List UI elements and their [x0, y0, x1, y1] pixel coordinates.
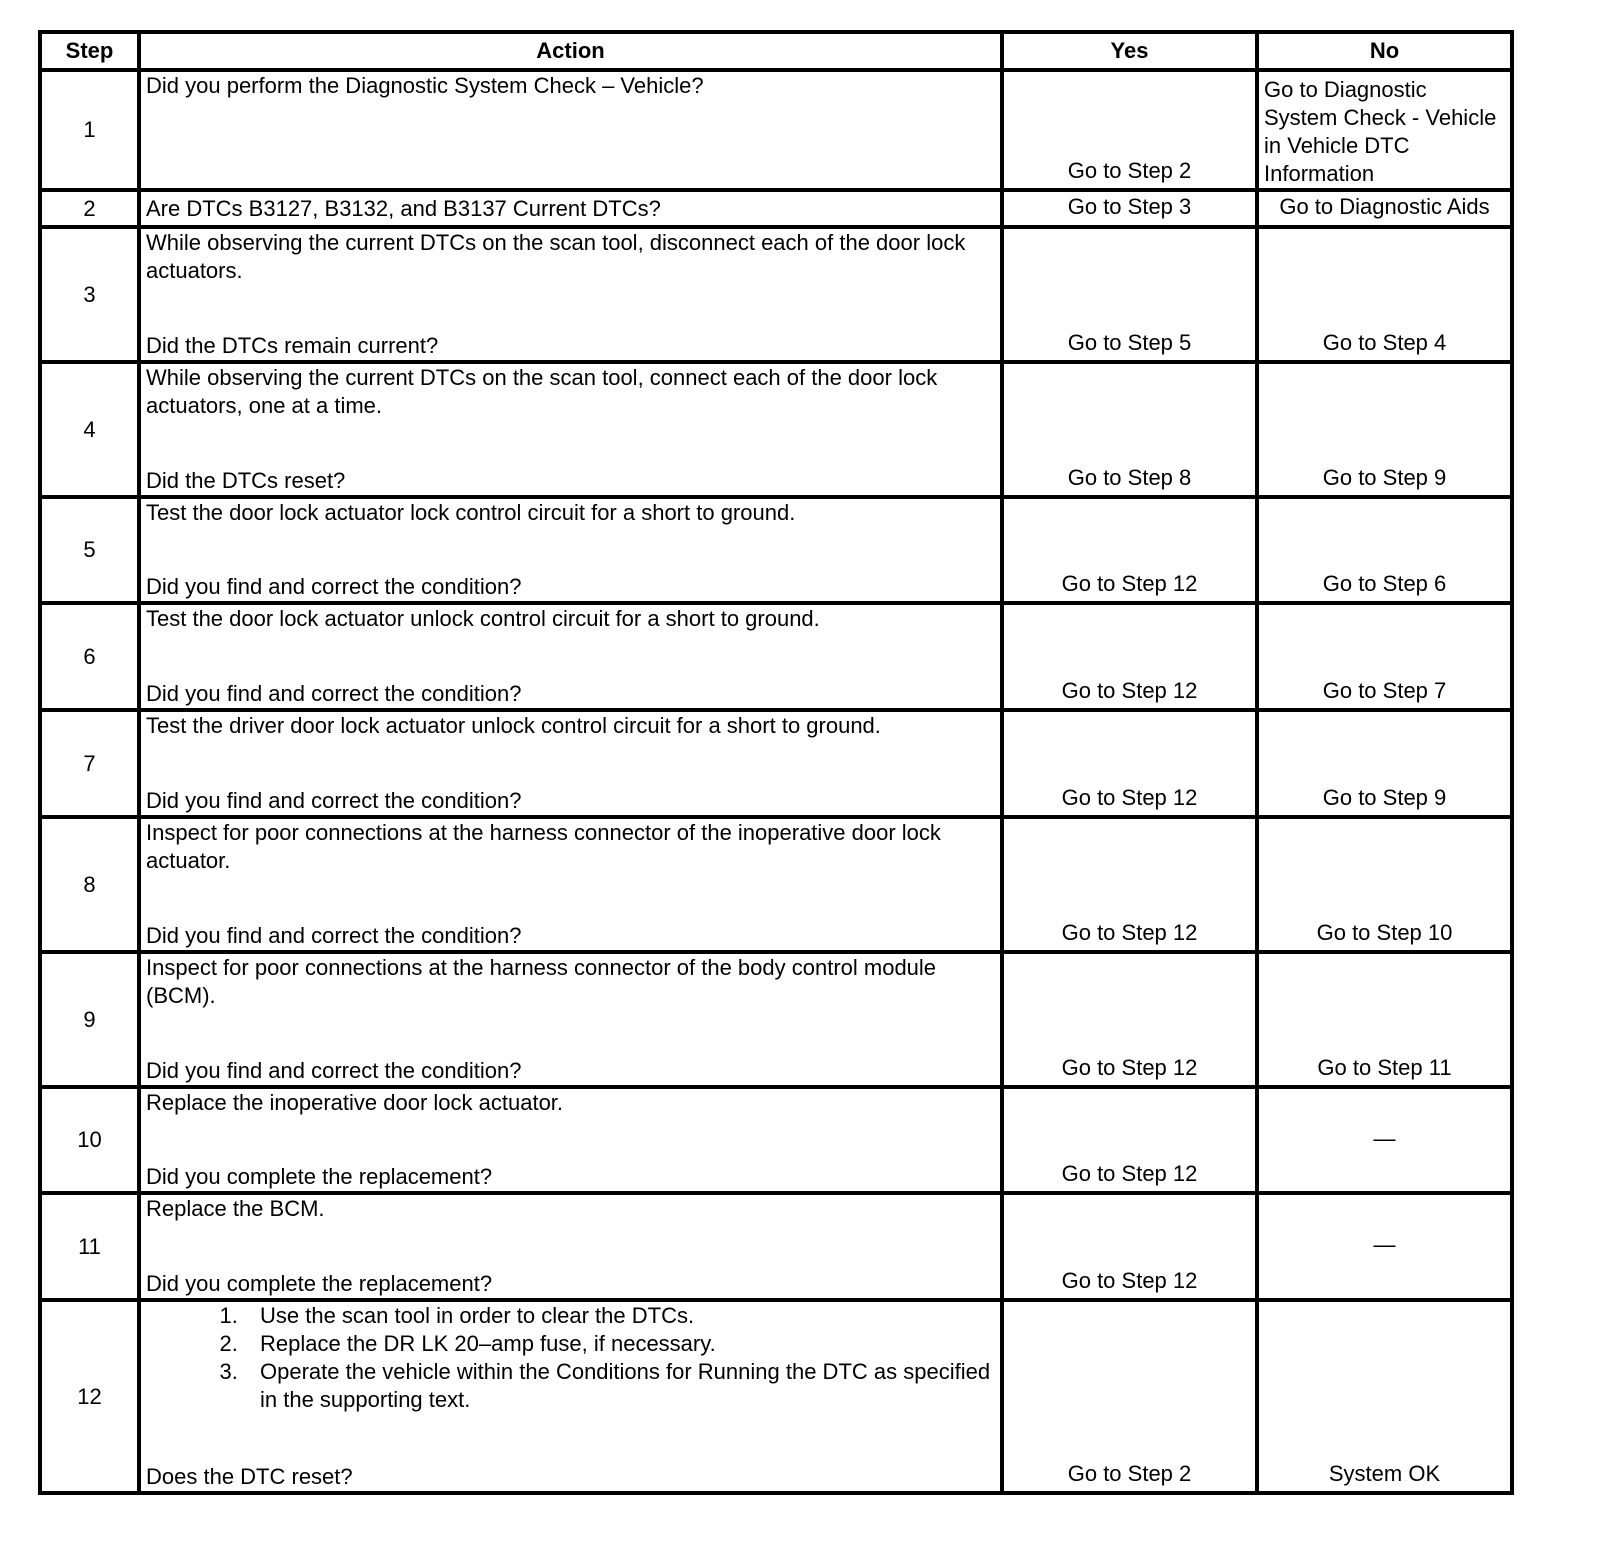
- action-cell: [139, 190, 1002, 227]
- step-number: 2: [40, 190, 139, 227]
- action-text: Inspect for poor connections at the harness connector of the body control module (BCM).: [146, 955, 937, 1008]
- yes-cell: Go to Step 12: [1002, 952, 1257, 1087]
- table-row: [40, 952, 1512, 1087]
- action-question: Did you find and correct the condition?: [146, 788, 522, 813]
- step-number: 7: [40, 710, 139, 817]
- action-cell: [139, 603, 1002, 710]
- header-no: No: [1257, 32, 1512, 70]
- step-number: 9: [40, 952, 139, 1087]
- table-row: [40, 1300, 1512, 1493]
- action-text: While observing the current DTCs on the scan tool, disconnect each of the door lock actuators.: [146, 230, 966, 283]
- action-text: Are DTCs B3127, B3132, and B3137 Current DTCs?: [146, 195, 661, 221]
- no-cell: Go to Step 11: [1257, 952, 1512, 1087]
- table-row: [40, 70, 1512, 190]
- yes-cell: Go to Step 12: [1002, 497, 1257, 603]
- step-number: 10: [40, 1087, 139, 1193]
- no-cell: Go to Step 7: [1257, 603, 1512, 710]
- table-row: [40, 710, 1512, 817]
- step-number: 12: [40, 1300, 139, 1493]
- yes-cell: Go to Step 12: [1002, 603, 1257, 710]
- action-cell: [139, 952, 1002, 1087]
- action-cell: [139, 1193, 1002, 1300]
- no-cell: —: [1257, 1193, 1512, 1300]
- step-number: 4: [40, 362, 139, 497]
- table-row: [40, 817, 1512, 952]
- yes-cell: Go to Step 2: [1002, 1300, 1257, 1493]
- action-text: Replace the inoperative door lock actuator.: [146, 1090, 564, 1115]
- action-text: Test the driver door lock actuator unlock control circuit for a short to ground.: [146, 713, 881, 738]
- action-question: Did you complete the replacement?: [146, 1164, 493, 1189]
- action-text: Replace the BCM.: [146, 1196, 325, 1221]
- yes-cell: Go to Step 12: [1002, 710, 1257, 817]
- table-row: [40, 362, 1512, 497]
- action-text: While observing the current DTCs on the scan tool, connect each of the door lock actuators, one at a time.: [146, 365, 938, 418]
- yes-cell: Go to Step 8: [1002, 362, 1257, 497]
- no-cell: —: [1257, 1087, 1512, 1193]
- step-number: 11: [40, 1193, 139, 1300]
- no-cell: Go to Diagnostic System Check - Vehicle in Vehicle DTC Information: [1257, 70, 1512, 190]
- step-number: 3: [40, 227, 139, 362]
- diagnostic-table: [38, 30, 1514, 1495]
- action-text: Test the door lock actuator lock control circuit for a short to ground.: [146, 500, 796, 525]
- table-row: [40, 1087, 1512, 1193]
- action-question: Did you find and correct the condition?: [146, 923, 522, 948]
- step-number: 1: [40, 70, 139, 190]
- header-action: Action: [139, 32, 1002, 70]
- no-cell: Go to Diagnostic Aids: [1257, 190, 1512, 227]
- action-text: Inspect for poor connections at the harness connector of the inoperative door lock actuator.: [146, 820, 941, 873]
- action-cell: [139, 497, 1002, 603]
- action-cell: [139, 1087, 1002, 1193]
- action-question: Did the DTCs reset?: [146, 468, 346, 493]
- no-cell: Go to Step 9: [1257, 362, 1512, 497]
- action-question: Did you find and correct the condition?: [146, 574, 522, 599]
- action-cell: [139, 817, 1002, 952]
- yes-cell: Go to Step 12: [1002, 1087, 1257, 1193]
- action-question: Does the DTC reset?: [146, 1464, 353, 1489]
- header-step: Step: [40, 32, 139, 70]
- action-list-item: 1. Use the scan tool in order to clear the DTCs.: [244, 1302, 995, 1330]
- action-text: Test the door lock actuator unlock control circuit for a short to ground.: [146, 606, 820, 631]
- action-cell: [139, 1300, 1002, 1493]
- action-cell: [139, 227, 1002, 362]
- yes-cell: Go to Step 5: [1002, 227, 1257, 362]
- no-cell: Go to Step 4: [1257, 227, 1512, 362]
- action-question: Did you find and correct the condition?: [146, 1058, 522, 1083]
- table-row: [40, 1193, 1512, 1300]
- action-list-item: 3. Operate the vehicle within the Conditions for Running the DTC as specified in the supporting text.: [244, 1358, 995, 1414]
- yes-cell: Go to Step 12: [1002, 1193, 1257, 1300]
- header-yes: Yes: [1002, 32, 1257, 70]
- action-question: Did you complete the replacement?: [146, 1271, 493, 1296]
- action-question: Did you find and correct the condition?: [146, 681, 522, 706]
- action-text: Did you perform the Diagnostic System Check – Vehicle?: [146, 73, 704, 98]
- no-cell: System OK: [1257, 1300, 1512, 1493]
- action-cell: [139, 70, 1002, 190]
- no-cell: Go to Step 6: [1257, 497, 1512, 603]
- step-number: 6: [40, 603, 139, 710]
- step-number: 8: [40, 817, 139, 952]
- yes-cell: Go to Step 3: [1002, 190, 1257, 227]
- action-cell: [139, 710, 1002, 817]
- action-list: [146, 1302, 995, 1414]
- action-list-item: 2. Replace the DR LK 20–amp fuse, if necessary.: [244, 1330, 995, 1358]
- step-number: 5: [40, 497, 139, 603]
- yes-cell: Go to Step 12: [1002, 817, 1257, 952]
- table-row: [40, 497, 1512, 603]
- no-cell: Go to Step 9: [1257, 710, 1512, 817]
- yes-cell: Go to Step 2: [1002, 70, 1257, 190]
- no-cell: Go to Step 10: [1257, 817, 1512, 952]
- action-cell: [139, 362, 1002, 497]
- header-row: [40, 32, 1512, 70]
- table-row: [40, 190, 1512, 227]
- table-row: [40, 227, 1512, 362]
- action-question: Did the DTCs remain current?: [146, 333, 439, 358]
- table-row: [40, 603, 1512, 710]
